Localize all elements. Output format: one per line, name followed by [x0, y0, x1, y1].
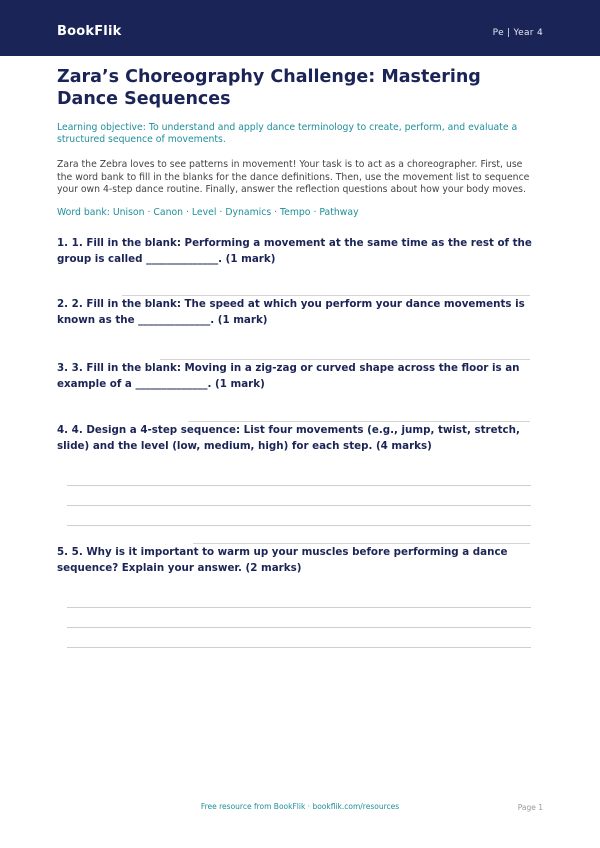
- footer-resource-link[interactable]: Free resource from BookFlik · bookflik.com/resources: [200, 802, 400, 811]
- word-bank: Word bank: Unison · Canon · Level · Dynamics · Tempo · Pathway: [57, 207, 359, 218]
- learning-objective: Learning objective: To understand and apply dance terminology to create, perform, and evaluate a structured sequence of movements.: [57, 122, 518, 145]
- answer-line[interactable]: [67, 607, 531, 608]
- question-divider: [188, 421, 530, 422]
- question-divider: [122, 295, 530, 296]
- question-divider: [160, 359, 530, 360]
- question-2: 2. 2. Fill in the blank: The speed at which you perform your dance movements is known as the ______________. (1 mark): [57, 298, 525, 326]
- intro-paragraph: Zara the Zebra loves to see patterns in movement! Your task is to act as a choreographer. First, use the word bank to fill in the blanks for the dance definitions. Then, use the movement list to sequence your own 4-step dance routine. Finally, answer the reflection questions about how your body moves.: [57, 159, 530, 195]
- answer-line[interactable]: [67, 627, 531, 628]
- subject-year-label: Pe | Year 4: [492, 28, 543, 38]
- answer-line[interactable]: [67, 485, 531, 486]
- answer-line[interactable]: [67, 525, 531, 526]
- page-number: Page 1: [517, 803, 543, 812]
- question-4: 4. 4. Design a 4-step sequence: List four movements (e.g., jump, twist, stretch, slide) and the level (low, medium, high) for each step. (4 marks): [57, 424, 520, 452]
- answer-line[interactable]: [67, 505, 531, 506]
- page-title: Zara’s Choreography Challenge: Mastering Dance Sequences: [57, 67, 481, 109]
- answer-line[interactable]: [67, 647, 531, 648]
- brand-logo: BookFlik: [57, 24, 122, 39]
- page-header: [0, 0, 600, 56]
- question-5: 5. 5. Why is it important to warm up your muscles before performing a dance sequence? Explain your answer. (2 marks): [57, 546, 508, 574]
- question-divider: [193, 543, 530, 544]
- question-3: 3. 3. Fill in the blank: Moving in a zig-zag or curved shape across the floor is an example of a ______________. (1 mark): [57, 362, 520, 390]
- question-1: 1. 1. Fill in the blank: Performing a movement at the same time as the rest of the group is called ______________. (1 mark): [57, 237, 532, 265]
